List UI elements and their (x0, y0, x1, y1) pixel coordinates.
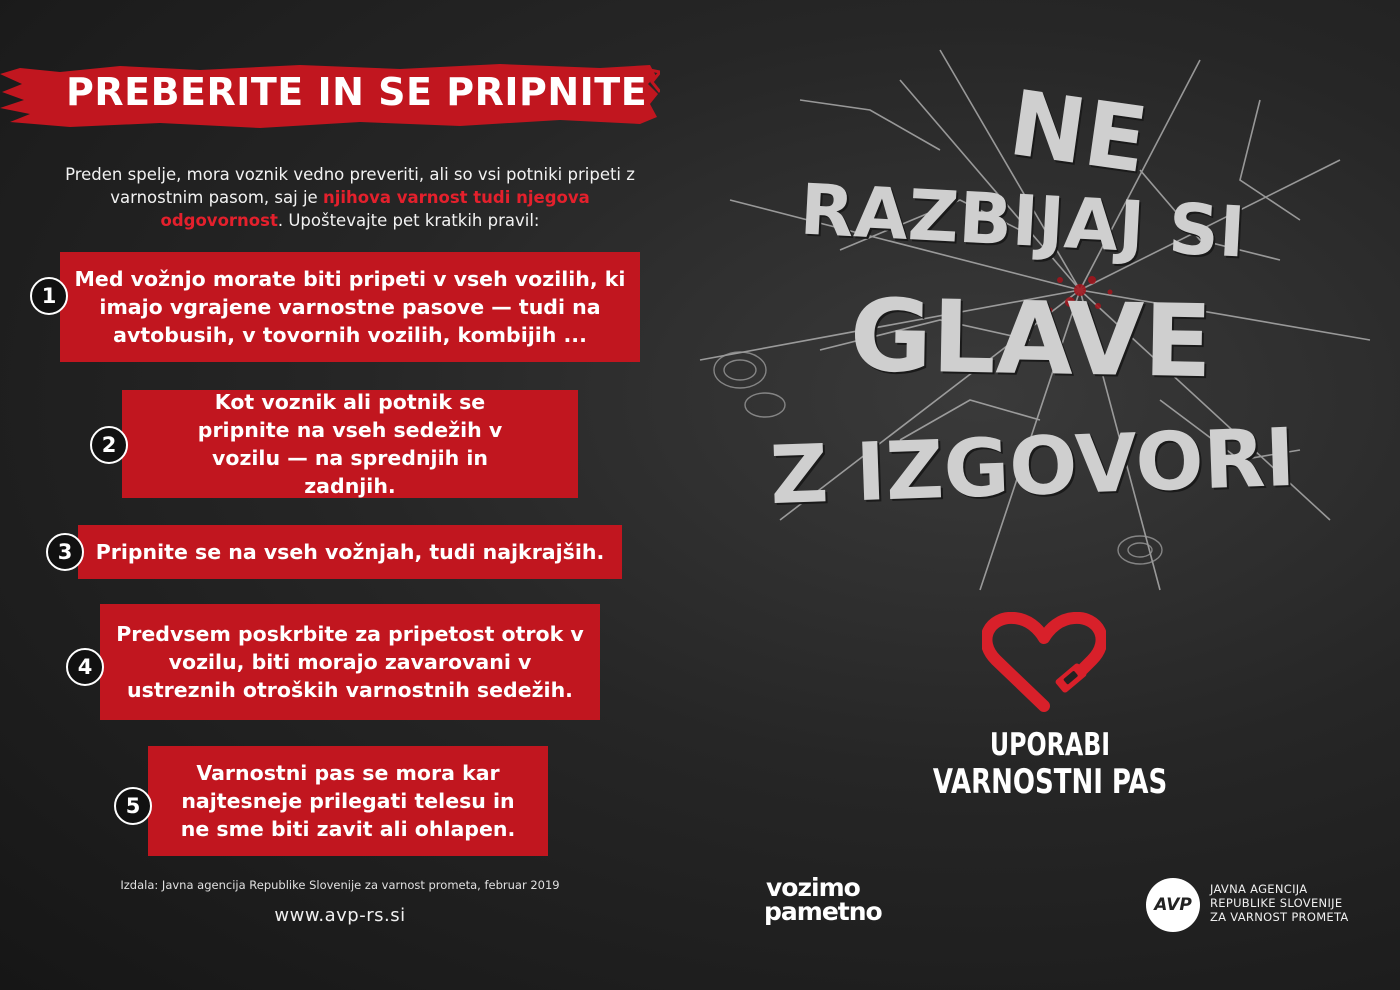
rule-text: Pripnite se na vseh vožnjah, tudi najkrajših. (95, 540, 605, 564)
rule-box-4 (100, 604, 600, 720)
heart-seatbelt-icon (982, 612, 1106, 712)
rule-number-badge: 4 (66, 648, 104, 686)
rule-text: Predvsem poskrbite za pripetost otrok v vozilu, biti morajo zavarovani v ustreznih otroških varnostnih sedežih. (116, 622, 584, 702)
intro-text: Preden spelje, mora voznik vedno preveriti, ali so vsi potniki pripeti z varnostnim pasom, saj je (65, 165, 635, 207)
vozimo-pametno-logo (764, 873, 882, 926)
intro-paragraph (60, 163, 640, 232)
avp-name-line: ZA VARNOST PROMETA (1210, 910, 1349, 924)
avp-name-line: JAVNA AGENCIJA (1210, 882, 1308, 896)
avp-logo-mark: AVP (1146, 878, 1200, 932)
rule-text: Med vožnjo morate biti pripeti v vseh vozilih, ki imajo vgrajene varnostne pasove — tudi na avtobusih, v tovornih vozilih, kombijih ... (74, 267, 626, 347)
website-link[interactable]: www.avp-rs.si (274, 905, 406, 926)
page-title: PREBERITE IN SE PRIPNITE (66, 70, 648, 114)
rule-number-badge: 2 (90, 426, 128, 464)
rule-box-2 (122, 390, 578, 498)
rule-number-badge: 1 (30, 277, 68, 315)
cta-line-1: UPORABI (989, 727, 1111, 763)
logo-line-1: vozimo (766, 873, 860, 902)
rule-box-5 (148, 746, 548, 856)
headline-line-3: GLAVE (849, 276, 1214, 401)
cta-line-2: VARNOSTNI PAS (932, 762, 1168, 802)
rule-number-badge: 5 (114, 787, 152, 825)
publisher-note: Izdala: Javna agencija Republike Slovenije za varnost prometa, februar 2019 (120, 878, 560, 892)
rule-box-1 (60, 252, 640, 362)
logo-line-2: pametno (764, 897, 882, 926)
rule-text: Kot voznik ali potnik se pripnite na vseh sedežih v vozilu — na sprednjih in zadnjih. (197, 390, 503, 498)
avp-name-line: REPUBLIKE SLOVENIJE (1210, 896, 1343, 910)
headline-line-1: NE (1003, 70, 1154, 195)
rule-number-badge: 3 (46, 533, 84, 571)
rule-box-3 (78, 525, 622, 579)
headline-line-2: RAZBIJAJ SI (798, 168, 1248, 274)
intro-text-end: . Upoštevajte pet kratkih pravil: (277, 211, 540, 230)
avp-agency-name (1210, 882, 1349, 924)
rule-text: Varnostni pas se mora kar najtesneje prilegati telesu in ne sme biti zavit ali ohlapen. (180, 761, 516, 841)
intro-highlight: njihova varnost tudi njegova odgovornost (160, 188, 590, 230)
headline-line-4: Z IZGOVORI (768, 410, 1297, 523)
